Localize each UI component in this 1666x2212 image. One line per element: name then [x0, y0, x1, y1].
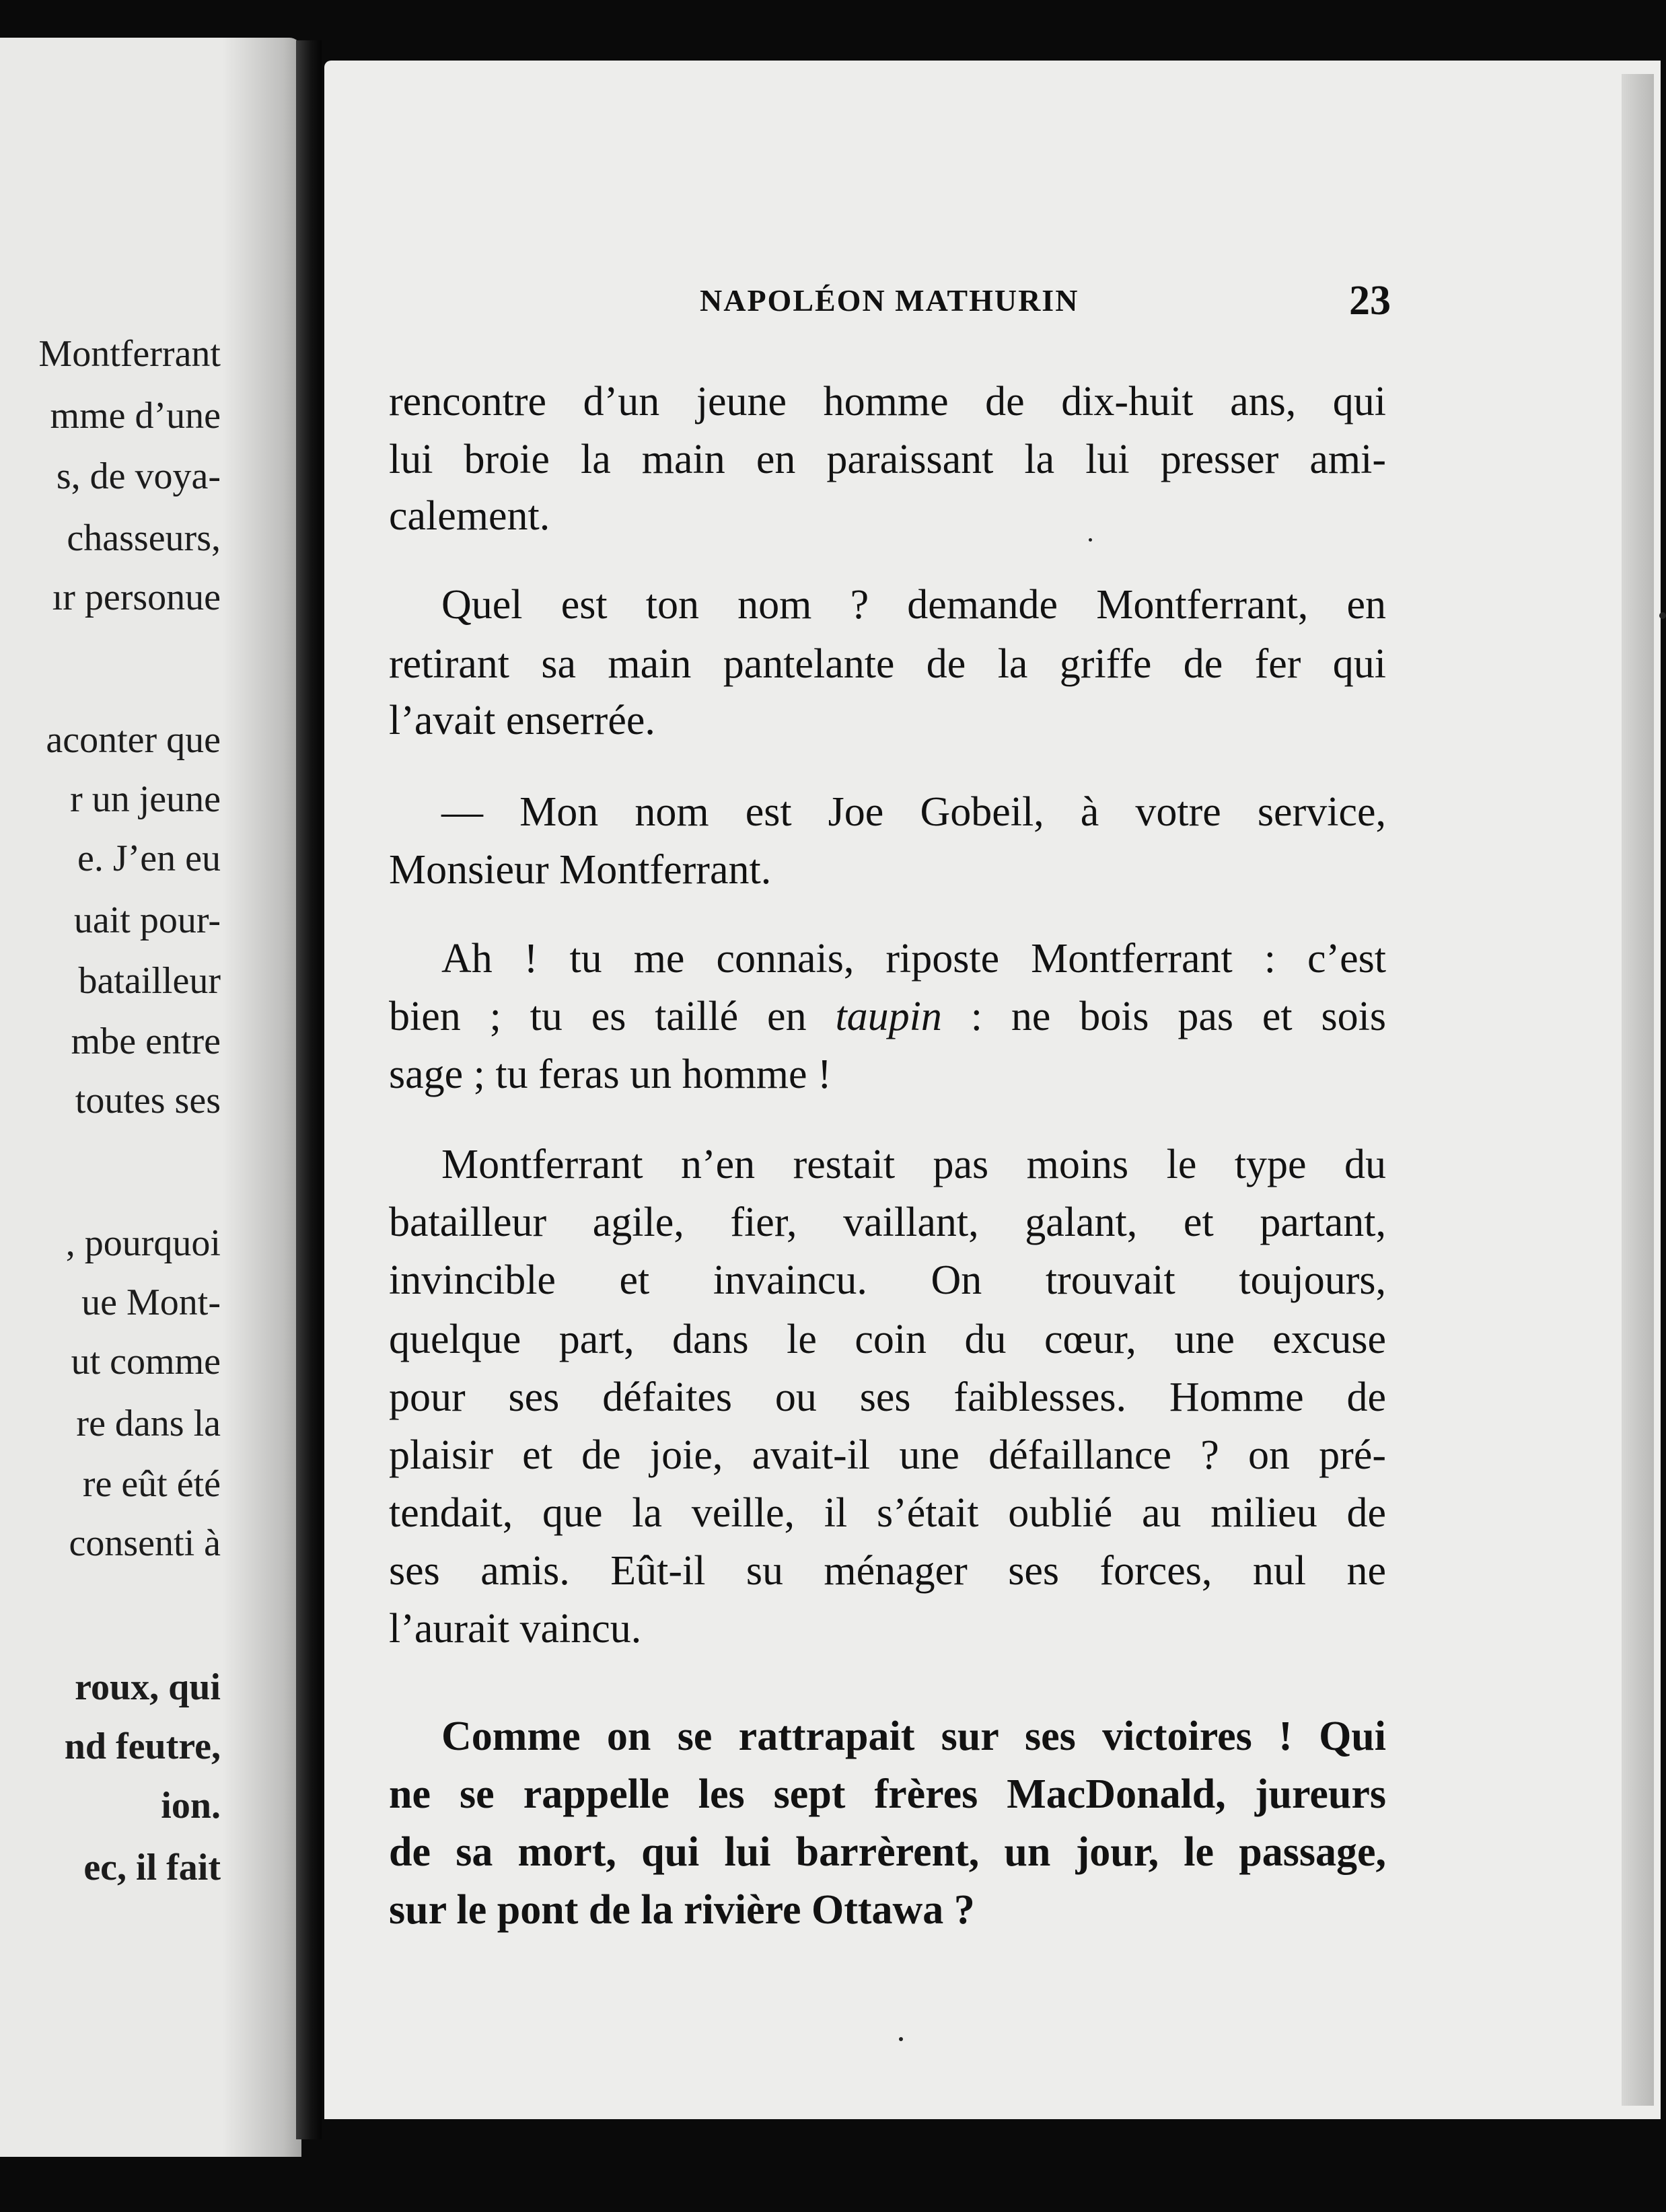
text-line: lui broie la main en paraissant la lui presser ami- — [389, 437, 1386, 482]
text-line: Ah ! tu me connais, riposte Montferrant : c’est — [441, 936, 1386, 982]
left-page-line: batailleur — [78, 960, 221, 1002]
left-page-line: aconter que — [46, 719, 221, 761]
text-line: sur le pont de la rivière Ottawa ? — [389, 1887, 975, 1933]
scan-speck — [1089, 538, 1092, 542]
left-page-line: s, de voya- — [56, 455, 221, 497]
text-segment: : ne bois pas et sois — [970, 994, 1386, 1039]
gutter-shadow — [222, 38, 301, 2157]
left-page-line: toutes ses — [75, 1080, 221, 1121]
left-page-line: consenti à — [69, 1522, 221, 1564]
left-page-line: nd feutre, — [64, 1726, 221, 1767]
left-page-line: Montferrant — [38, 333, 221, 375]
left-page-line: ec, il fait — [83, 1847, 221, 1888]
text-line: quelque part, dans le coin du cœur, une excuse — [389, 1317, 1386, 1362]
left-page-line: re dans la — [76, 1403, 221, 1444]
left-page-line: ır personue — [52, 577, 221, 618]
text-line: de sa mort, qui lui barrèrent, un jour, le passage, — [389, 1829, 1386, 1875]
text-line: plaisir et de joie, avait-il une défaillance ? on pré- — [389, 1432, 1386, 1478]
text-line: Monsieur Montferrant. — [389, 847, 772, 893]
left-page-line: mme d’une — [50, 395, 221, 437]
left-page-line: ion. — [161, 1785, 221, 1827]
text-line: rencontre d’un jeune homme de dix-huit ans, qui — [389, 379, 1386, 425]
italic-word: taupin — [835, 994, 942, 1039]
left-page-line: roux, qui — [75, 1666, 221, 1708]
text-line: sage ; tu feras un homme ! — [389, 1052, 832, 1097]
text-line: Quel est ton nom ? demande Montferrant, en — [441, 582, 1386, 628]
page-number: 23 — [1349, 278, 1391, 324]
left-page-line: e. J’en eu — [77, 838, 221, 879]
text-segment: bien ; tu es taillé en — [389, 994, 807, 1039]
text-line: l’aurait vaincu. — [389, 1606, 642, 1652]
text-line: calement. — [389, 493, 550, 539]
text-line: — Mon nom est Joe Gobeil, à votre service, — [441, 789, 1386, 835]
text-line: invincible et invaincu. On trouvait toujours, — [389, 1257, 1386, 1303]
text-line: pour ses défaites ou ses faiblesses. Homme de — [389, 1374, 1386, 1420]
page-edge — [1622, 74, 1654, 2106]
left-facing-page — [0, 38, 301, 2157]
left-page-line: ue Mont- — [81, 1282, 221, 1323]
left-page-line: ut comme — [71, 1341, 221, 1382]
left-page-line: chasseurs, — [67, 517, 221, 559]
scan-speck — [899, 2037, 903, 2041]
left-page-line: re eût été — [82, 1463, 221, 1505]
running-head: NAPOLÉON MATHURIN — [700, 283, 1079, 318]
text-line: l’avait enserrée. — [389, 698, 655, 743]
book-spine — [296, 40, 322, 2139]
text-line: ses amis. Eût-il su ménager ses forces, nul ne — [389, 1548, 1386, 1594]
text-line: tendait, que la veille, il s’était oublié au milieu de — [389, 1490, 1386, 1536]
left-page-line: r un jeune — [70, 778, 221, 820]
text-line-with-italic — [389, 996, 1386, 1037]
left-page-line: mbe entre — [71, 1021, 221, 1062]
text-line: ne se rappelle les sept frères MacDonald, jureurs — [389, 1771, 1386, 1817]
text-line: batailleur agile, fier, vaillant, galant, et partant, — [389, 1200, 1386, 1245]
left-page-line: uait pour- — [73, 899, 221, 941]
scan-speck — [1659, 612, 1666, 619]
text-line: retirant sa main pantelante de la griffe de fer qui — [389, 641, 1386, 687]
text-line: Montferrant n’en restait pas moins le type du — [441, 1142, 1386, 1187]
text-line: Comme on se rattrapait sur ses victoires ! Qui — [441, 1713, 1386, 1759]
left-page-line: , pourquoi — [65, 1222, 221, 1264]
